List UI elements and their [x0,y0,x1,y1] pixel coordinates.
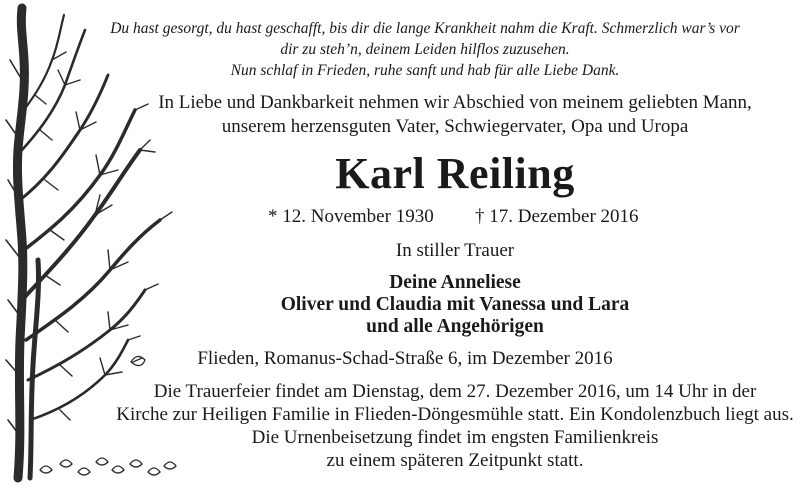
family-line-3: und alle Angehörigen [366,316,544,337]
death-date [475,206,639,228]
family-line-1: Deine Anneliese [389,272,521,293]
intro-line-2: unserem herzensguten Vater, Schwiegervater, Opa und Uropa [221,116,689,137]
birth-star-icon: * [268,206,278,227]
deceased-name: Karl Reiling [335,149,575,198]
funeral-line-4: zu einem späteren Zeitpunkt statt. [326,450,584,471]
mourning-label: In stiller Trauer [395,240,515,261]
poem-line-2: dir zu steh’n, deinem Leiden hilflos zuzusehen. [280,41,570,58]
birth-date-text: 12. November 1930 [282,206,434,227]
place-date: Flieden, Romanus-Schad-Straße 6, im Dezember 2016 [197,348,613,369]
death-date-text: 17. Dezember 2016 [489,206,639,227]
funeral-line-3: Die Urnenbeisetzung findet im engsten Familienkreis [251,427,659,448]
family-line-2: Oliver und Claudia mit Vanessa und Lara [280,294,630,315]
funeral-line-1: Die Trauerfeier findet am Dienstag, dem 27. Dezember 2016, um 14 Uhr in der [153,381,757,402]
funeral-line-2: Kirche zur Heiligen Familie in Flieden-Döngesmühle statt. Ein Kondolenzbuch liegt aus. [116,404,794,425]
intro-line-1: In Liebe und Dankbarkeit nehmen wir Abschied von meinem geliebten Mann, [158,92,752,113]
death-cross-icon: † [475,206,485,227]
birth-date [268,206,434,228]
poem-line-1: Du hast gesorgt, du hast geschafft, bis dir die lange Krankheit nahm die Kraft. Schmerzlich war’s vor [110,20,740,37]
poem-line-3: Nun schlaf in Frieden, ruhe sanft und hab für alle Liebe Dank. [230,62,620,79]
